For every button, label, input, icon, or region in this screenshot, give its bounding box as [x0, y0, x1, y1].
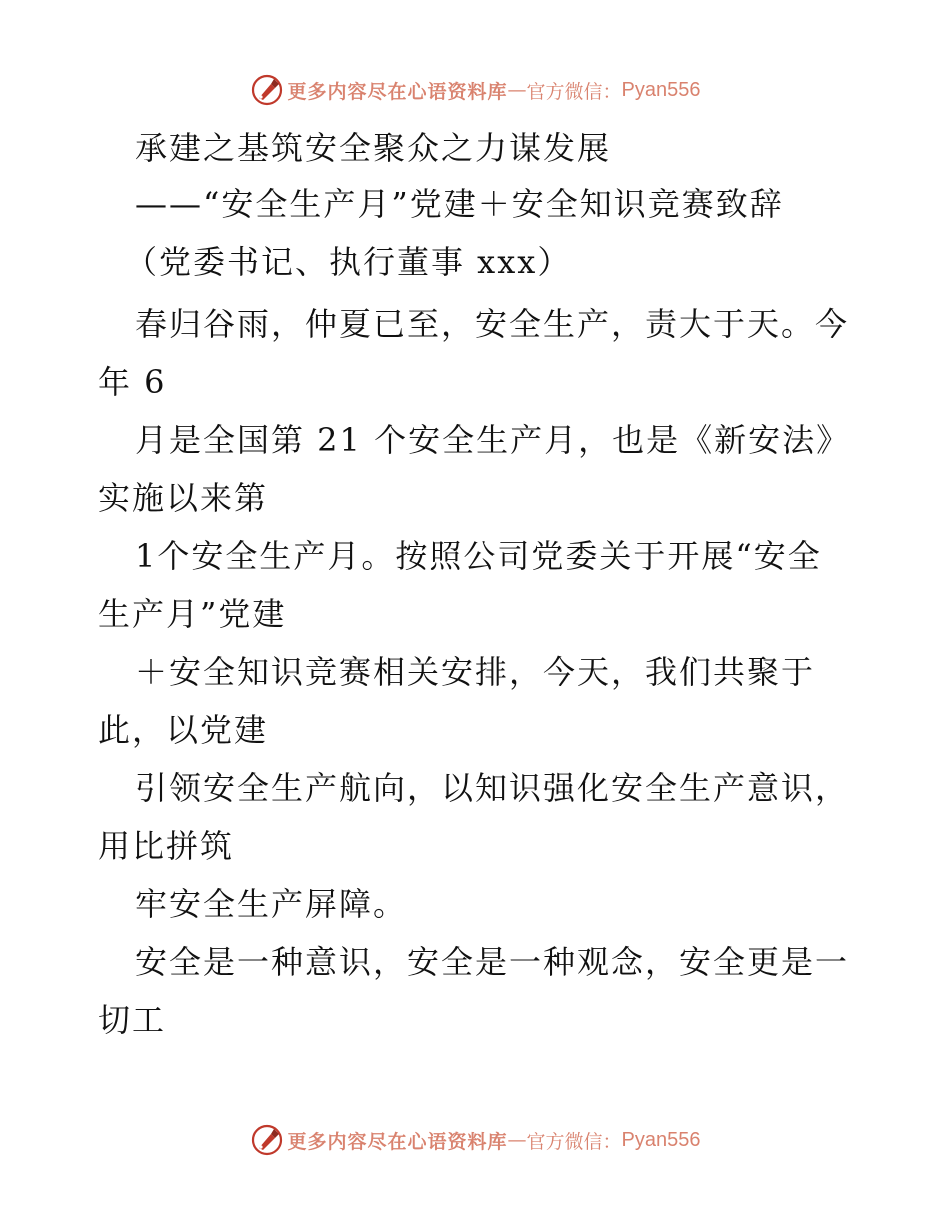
paragraph-line: 安全是一种意识，安全是一种观念，安全更是一	[135, 943, 850, 981]
wechat-label: 官方微信：	[526, 80, 622, 103]
paragraph-line: 此，以党建	[98, 711, 269, 749]
paragraph-line: ＋安全知识竞赛相关安排，今天，我们共聚于	[135, 653, 816, 691]
paragraph-line: 春归谷雨，仲夏已至，安全生产，责大于天。今	[135, 305, 850, 343]
paragraph-line: 月是全国第 21 个安全生产月，也是《新安法》	[135, 421, 851, 459]
banner-dash: —	[507, 79, 527, 101]
footer-watermark-banner	[0, 1120, 950, 1160]
paragraph-line: 1个安全生产月。按照公司党委关于开展“安全	[135, 537, 822, 575]
paragraph-line: 年 6	[98, 363, 167, 401]
wechat-label: 官方微信：	[526, 1130, 622, 1153]
paragraph-line: 生产月”党建	[98, 595, 287, 633]
paragraph-line: 引领安全生产航向，以知识强化安全生产意识，	[135, 769, 850, 807]
fountain-pen-logo-icon	[250, 73, 284, 107]
paragraph-line: 用比拼筑	[98, 827, 235, 865]
wechat-id: Pyan556	[621, 78, 701, 101]
header-watermark-banner	[0, 70, 950, 110]
paragraph-line: 实施以来第	[98, 479, 269, 517]
brand-text: 更多内容尽在心语资料库	[287, 1130, 508, 1153]
brand-text: 更多内容尽在心语资料库	[287, 80, 508, 103]
banner-dash: —	[507, 1129, 527, 1151]
wechat-id: Pyan556	[621, 1128, 701, 1151]
speaker-line: （党委书记、执行董事 xxx）	[125, 243, 572, 281]
document-subtitle: ——“安全生产月”党建＋安全知识竞赛致辞	[135, 185, 784, 223]
fountain-pen-logo-icon	[250, 1123, 284, 1157]
document-title: 承建之基筑安全聚众之力谋发展	[135, 129, 612, 167]
paragraph-line: 切工	[98, 1001, 167, 1039]
paragraph-line: 牢安全生产屏障。	[135, 885, 408, 923]
